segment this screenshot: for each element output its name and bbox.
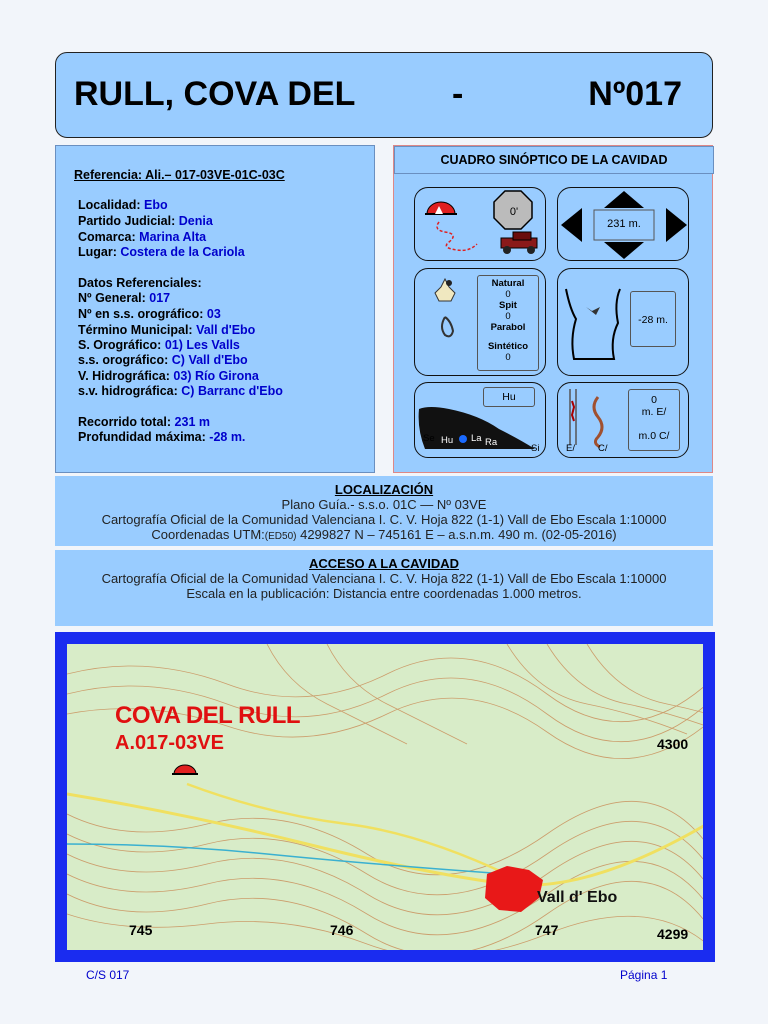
profile-si: Si <box>531 443 540 454</box>
ssoro-value: 03 <box>206 307 221 321</box>
recorrido-value: 231 m <box>174 415 210 429</box>
sso-value: C) Vall d'Ebo <box>171 353 248 367</box>
spit-label: Spit <box>499 300 517 311</box>
depth-cell <box>557 268 689 376</box>
profundidad-value: -28 m. <box>209 430 246 444</box>
ssoro-label: Nº en s.s. orográfico: <box>78 307 204 321</box>
profile-la: La <box>471 433 482 444</box>
shaft-icon <box>558 269 628 377</box>
comarca-label: Comarca: <box>78 230 136 244</box>
length-value: 231 m. <box>607 218 641 230</box>
rope-line2: m. E/ <box>641 406 667 418</box>
acceso-panel <box>55 550 713 626</box>
localidad-value: Ebo <box>144 198 168 212</box>
profile-cell <box>414 382 546 458</box>
recorrido-row <box>78 415 210 429</box>
rope-box <box>628 389 680 451</box>
map-town-label: Vall d' Ebo <box>537 889 618 906</box>
coords-value: 4299827 N – 745161 E – a.s.n.m. 490 m. (02-05-2016) <box>296 527 617 542</box>
access-icon <box>415 188 547 262</box>
comarca-value: Marina Alta <box>139 230 207 244</box>
referencia: Referencia: Ali.– 017-03VE-01C-03C <box>74 168 285 182</box>
rope-line1: 0 <box>651 394 657 406</box>
rope-cell <box>557 382 689 458</box>
map-north-4299: 4299 <box>657 926 689 942</box>
map-frame <box>55 632 715 962</box>
lugar-label: Lugar: <box>78 245 117 259</box>
footer-code: C/S 017 <box>86 968 130 982</box>
stop-value: 0' <box>509 206 519 218</box>
map-north-4300: 4300 <box>657 736 689 752</box>
title-separator: - <box>452 75 464 113</box>
topographic-map <box>67 644 703 950</box>
ssoro-row <box>78 307 221 321</box>
acceso-line1: Cartografía Oficial de la Comunidad Valenciana I. C. V. Hoja 822 (1-1) Vall de Ebo Escala 1:10000 <box>101 571 667 586</box>
localizacion-line3 <box>55 527 713 542</box>
acceso-line2: Escala en la publicación: Distancia entre coordenadas 1.000 metros. <box>186 586 582 601</box>
soro-row <box>78 338 240 352</box>
spit-value: 0 <box>505 311 511 322</box>
sintetico-value: 0 <box>505 352 511 363</box>
localizacion-line2: Cartografía Oficial de la Comunidad Valenciana I. C. V. Hoja 822 (1-1) Vall de Ebo Escala 1:10000 <box>101 512 667 527</box>
sso-label: s.s. orográfico: <box>78 353 169 367</box>
localizacion-title: LOCALIZACIÓN <box>334 482 434 497</box>
vh-label: V. Hidrográfica: <box>78 369 170 383</box>
termino-value: Vall d'Ebo <box>196 323 256 337</box>
termino-row <box>78 323 255 337</box>
localidad-label: Localidad: <box>78 198 141 212</box>
soro-label: S. Orográfico: <box>78 338 162 352</box>
title-box <box>55 52 713 138</box>
map-cave-name: COVA DEL RULL <box>115 702 301 729</box>
cave-entrance-icon <box>172 765 198 774</box>
soro-value: 01) Les Valls <box>164 338 240 352</box>
profundidad-label: Profundidad máxima: <box>78 430 206 444</box>
rope-c-label: C/ <box>598 443 608 454</box>
rope-line3: m.0 C/ <box>638 430 670 442</box>
cave-number: Nº017 <box>588 75 682 113</box>
access-cell <box>414 187 546 261</box>
localizacion-panel <box>55 476 713 546</box>
datos-heading: Datos Referenciales: <box>78 276 202 290</box>
comarca-row <box>78 230 206 244</box>
length-cell <box>557 187 689 261</box>
profile-hu: Hu <box>441 435 454 446</box>
svh-label: s.v. hidrográfica: <box>78 384 178 398</box>
partido-row <box>78 214 213 228</box>
map-east-746: 746 <box>330 922 354 938</box>
localizacion-line1: Plano Guía.- s.s.o. 01C — Nº 03VE <box>281 497 487 512</box>
termino-label: Término Municipal: <box>78 323 193 337</box>
coords-label: Coordenadas UTM: <box>151 527 265 542</box>
vh-row <box>78 369 259 383</box>
cave-title: RULL, COVA DEL <box>74 75 356 113</box>
general-value: 017 <box>149 291 171 305</box>
lugar-value: Costera de la Cariola <box>120 245 245 259</box>
map-cave-code: A.017-03VE <box>115 732 224 754</box>
footer-page: Página 1 <box>620 968 668 982</box>
localidad-row <box>78 198 168 212</box>
profile-ra: Ra <box>485 437 498 448</box>
general-row <box>78 291 170 305</box>
profile-se: Se <box>423 433 435 444</box>
map-east-745: 745 <box>129 922 153 938</box>
map-east-747: 747 <box>535 922 559 938</box>
rope-e-label: E/ <box>566 443 575 454</box>
vh-value: 03) Río Girona <box>173 369 259 383</box>
acceso-title: ACCESO A LA CAVIDAD <box>309 556 459 571</box>
svh-value: C) Barranc d'Ebo <box>181 384 283 398</box>
lugar-row <box>78 245 245 259</box>
depth-value: -28 m. <box>630 291 676 347</box>
anchors-table <box>477 275 539 371</box>
parabol-label: Parabol <box>490 322 526 333</box>
natural-label: Natural <box>491 278 525 289</box>
synoptic-title: CUADRO SINÓPTICO DE LA CAVIDAD <box>394 146 714 174</box>
recorrido-label: Recorrido total: <box>78 415 172 429</box>
profundidad-row <box>78 430 245 444</box>
anchors-cell <box>414 268 546 376</box>
hu-box: Hu <box>483 387 535 407</box>
synoptic-panel <box>393 145 713 473</box>
sintetico-label: Sintético <box>487 341 529 352</box>
svh-row <box>78 384 283 398</box>
reference-panel <box>55 145 375 473</box>
sso-row <box>78 353 248 367</box>
cave-profile-icon <box>415 383 547 459</box>
partido-label: Partido Judicial: <box>78 214 176 228</box>
general-label: Nº General: <box>78 291 146 305</box>
partido-value: Denia <box>178 214 213 228</box>
datum-label: (ED50) <box>264 531 297 542</box>
natural-value: 0 <box>505 289 511 300</box>
climbing-gear-icon <box>415 269 475 377</box>
